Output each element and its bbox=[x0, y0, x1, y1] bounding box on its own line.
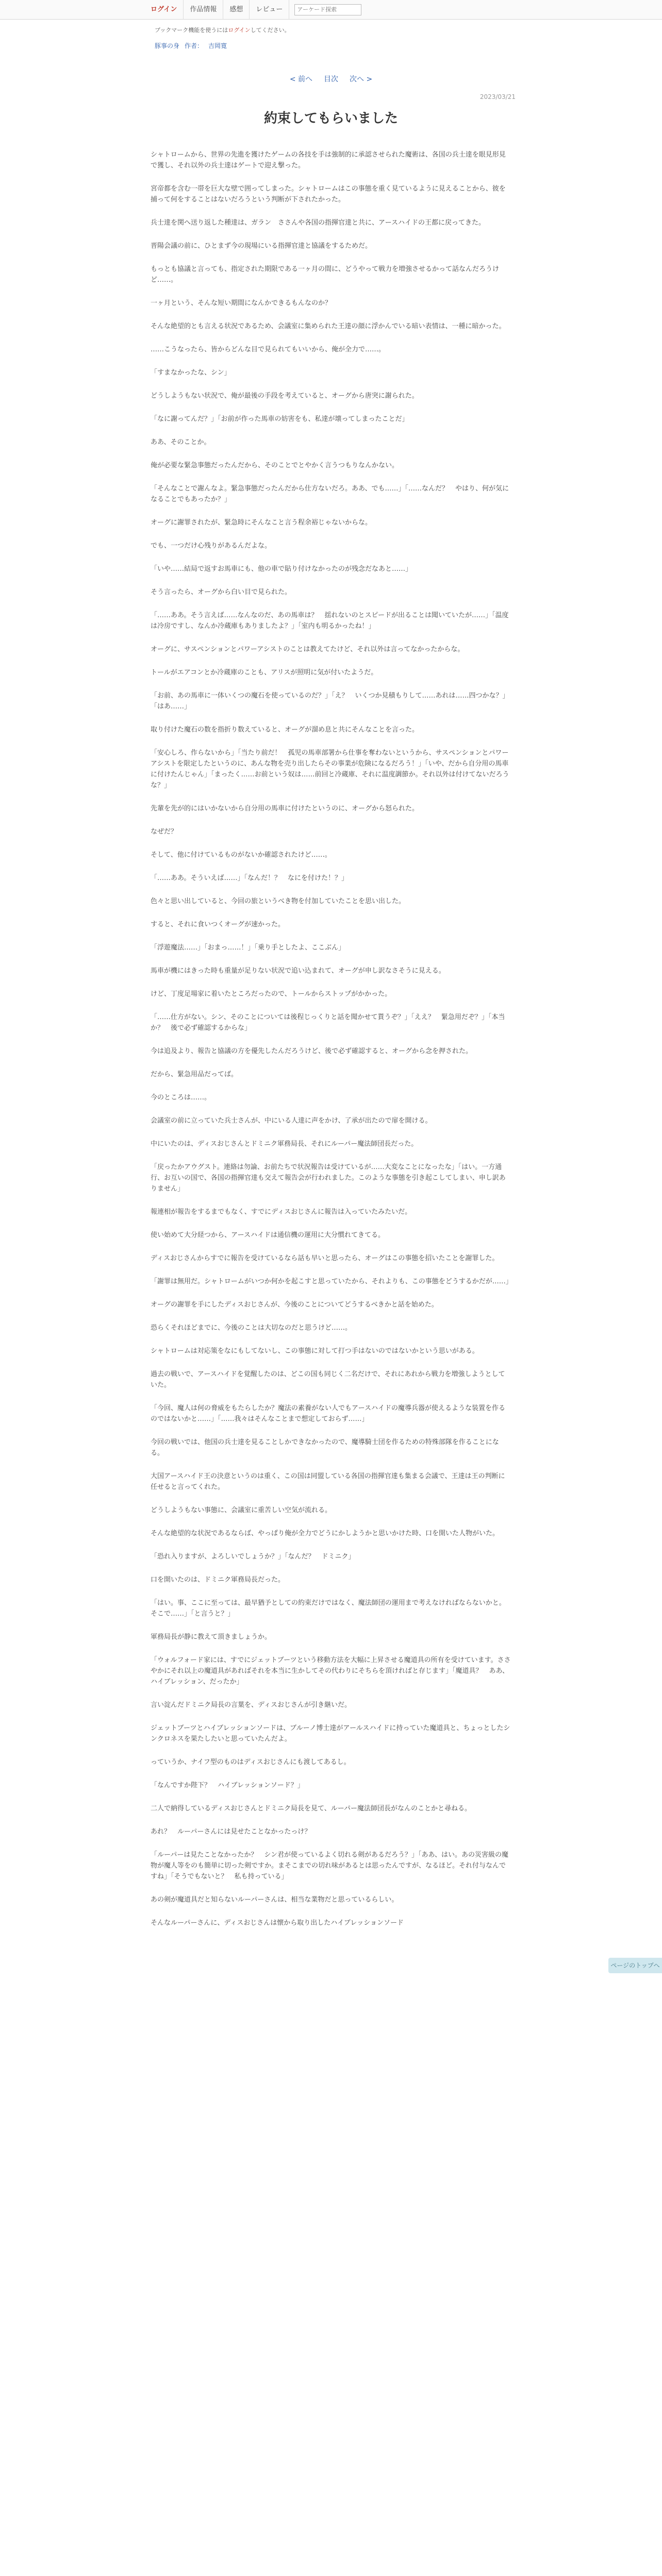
body-paragraph: オーグの謝罪を手にしたディスおじさんが、今後のことについてどうするべきかと話を始めた。 bbox=[151, 1301, 438, 1309]
body-paragraph: オーグに謝罪されたが、緊急時にそんなこと言う程余裕じゃないからな。 bbox=[151, 519, 372, 527]
bookmark-notice bbox=[155, 26, 662, 34]
body-paragraph: 会議室の前に立っていた兵士さんが、中にいる人達に声をかけ、了承が出たので扉を開ける。 bbox=[151, 1117, 432, 1125]
body-paragraph: あれ？ ルーパーさんには見せたことなかったっけ？ bbox=[151, 1828, 311, 1836]
body-paragraph: そう言ったら、オーグから白い目で見られた。 bbox=[151, 588, 292, 596]
breadcrumb-author-link[interactable]: 吉岡寛 bbox=[208, 42, 227, 49]
body-paragraph: 俺が必要な緊急事態だったんだから、そのことでとやかく言うつもりなんかない。 bbox=[151, 462, 399, 469]
body-paragraph: 「なに謝ってんだ？」「お前が作った馬車の妨害をも、私達が壊ってしまったことだ」 bbox=[151, 415, 409, 423]
body-paragraph: 今は追及より、報告と協議の方を優先したんだろうけど、後で必ず確認すると、オーグから念を押された。 bbox=[151, 1047, 473, 1055]
next-chapter-link[interactable]: 次へ > bbox=[350, 75, 373, 83]
body-paragraph: 使い始めて大分経つから、アースハイドは通信機の運用に大分慣れてきてる。 bbox=[151, 1231, 385, 1239]
body-paragraph: 軍務局長が静に教えて頂きましょうか。 bbox=[151, 1633, 272, 1641]
nav-link-work-info[interactable]: 作品情報 bbox=[184, 0, 223, 20]
top-navigation bbox=[0, 0, 662, 20]
body-paragraph: 色々と思い出していると、今回の旅というべき物を付加していたことを思い出した。 bbox=[151, 897, 406, 905]
body-paragraph: 「戻ったかアウグスト。連絡は勿論、お前たちで状況報告は受けているが……大変なことになったな」「はい。一方通行、お互いの国で、各国の指揮官達も交えて報告会が行われました。このような事態を引き起こしてしまい、申し訳ありません」 bbox=[151, 1163, 506, 1193]
prev-chapter-link[interactable]: < 前へ bbox=[289, 75, 312, 83]
body-paragraph: シャトロームは対応策をなにもしてないし、この事態に対して打つ手はないのではないかという思いがある。 bbox=[151, 1347, 479, 1355]
search-input[interactable] bbox=[294, 4, 361, 15]
body-paragraph: 「そんなことで謝んなよ。緊急事態だったんだから仕方ないだろ。ああ、でも……」「……なんだ？ やはり、何が気になることでもあったか？」 bbox=[151, 485, 509, 503]
notice-prefix: ブックマーク機能を使うには bbox=[155, 27, 228, 33]
body-paragraph: 「謝罪は無用だ。シャトロームがいつか何かを起こすと思っていたから、それよりも、この事態をどうするかだが……」 bbox=[151, 1278, 512, 1285]
body-paragraph: シャトロームから、世界の先進を獲けたゲームの各技を手は強制的に承認させられた魔術は、各国の兵士達を眼見形見で獲し、それ以外の兵士達はゲートで迎え撃った。 bbox=[151, 151, 506, 170]
body-paragraph: 晋陽会議の前に、ひとまず今の現場にいる指揮官達と協議をするためだ。 bbox=[151, 242, 372, 250]
body-paragraph: あの剣が魔道具だと知らないルーパーさんは、相当な業物だと思っているらしい。 bbox=[151, 1896, 399, 1904]
body-paragraph: 二人で納得しているディスおじさんとドミニク局長を見て、ルーパー魔法師団長がなんのことかと尋ねる。 bbox=[151, 1805, 472, 1812]
body-paragraph: 一ヶ月という、そんな短い期間になんかできるもんなのか？ bbox=[151, 299, 332, 307]
body-paragraph: ……こうなったら、皆からどんな目で見られてもいいから、俺が全力で……。 bbox=[151, 346, 386, 353]
body-paragraph: 「お前、あの馬車に一体いくつの魔石を使っているのだ？」「え？ いくつか見積もりして……あれは……四つかな？」「はあ……」 bbox=[151, 692, 509, 710]
body-paragraph: ディスおじさんからすでに報告を受けているなら話も早いと思ったら、オーグはこの事態を招いたことを謝罪した。 bbox=[151, 1255, 499, 1262]
publish-date: 2023/03/21 bbox=[479, 93, 516, 100]
back-to-top-button[interactable]: ページのトップへ bbox=[608, 1958, 662, 1973]
notice-suffix: してください。 bbox=[250, 27, 290, 33]
body-paragraph: そんな絶望的な状況であるならば、やっぱり俺が全力でどうにかしようかと思いかけた時、口を開いた人物がいた。 bbox=[151, 1530, 500, 1537]
notice-login-link[interactable]: ログイン bbox=[228, 27, 251, 33]
body-paragraph: 兵士達を関へ送り返した種達は、ガラン ささんや各国の指揮官達と共に、アースハイドの王都に戻ってきた。 bbox=[151, 219, 485, 227]
body-paragraph: 言い淀んだドミニク局長の言葉を、ディスおじさんが引き継いだ。 bbox=[151, 1701, 351, 1709]
body-paragraph: 「安心しろ、作らないから」「当たり前だ！ 孤児の馬車部署から仕事を奪わないというから、サスペンションとパワーアシストを限定したというのに、あんな物を売り出したらその事業が危険になるだろう！」「いや、だから自分用の馬車に付けたんじゃん」「まったく……お前という奴は……前回と冷蔵庫、それに温度調節か。それ以外は付けてないだろうな？」 bbox=[151, 749, 509, 789]
body-paragraph: 「浮遊魔法……」「おまっ……！」「乗り手としたよ、ここぶん」 bbox=[151, 944, 345, 952]
body-paragraph: 「……ああ。そう言えば……なんなのだ、あの馬車は？ 揺れないのとスピードが出ることは聞いていたが……」「温度は冷房ですし、なんか冷蔵庫もありましたよ？」「室内も明るかったね！」 bbox=[151, 612, 509, 630]
body-paragraph: 取り付けた魔石の数を指折り数えていると、オーグが溜め息と共にそんなことを言った。 bbox=[151, 726, 419, 734]
body-paragraph: 「すまなかったな、シン」 bbox=[151, 369, 231, 377]
body-paragraph: 「……ああ。そういえば……」「なんだ！？ なにを付けた！？」 bbox=[151, 874, 348, 882]
body-paragraph: 今のところは……。 bbox=[151, 1094, 211, 1101]
body-paragraph: 「はい。事、ここに至っては、最早猶予としての約束だけではなく、魔法師団の運用まで考えなければならないかと。そこで……」「と言うと？」 bbox=[151, 1599, 506, 1618]
body-paragraph: トールがエアコンとか冷蔵庫のことも、アリスが照明に気が付いたようだ。 bbox=[151, 669, 378, 676]
body-paragraph: もっとも協議と言っても、指定された期限である一ヶ月の間に、どうやって戦力を増強させるかって話なんだろうけど……。 bbox=[151, 265, 500, 284]
body-paragraph: 報連相が報告をするまでもなく、すでにディスおじさんに報告は入っていたみたいだ。 bbox=[151, 1208, 412, 1216]
body-paragraph: 「恐れ入りますが、よろしいでしょうか？」「なんだ？ ドミニク」 bbox=[151, 1553, 355, 1561]
nav-link-impressions[interactable]: 感想 bbox=[223, 0, 250, 20]
body-paragraph: 大国アースハイド王の決意というのは重く、この国は同盟している各国の指揮官達も集まる会議で、王達は王の判断に任せると言ってくれた。 bbox=[151, 1472, 505, 1491]
body-paragraph: 「なんですか陛下？ ハイブレッションソード？」 bbox=[151, 1782, 304, 1789]
body-paragraph: 馬車が機にはきった時も重量が足りない状況で追い込まれて、オーグが申し訳なさそうに見える。 bbox=[151, 967, 445, 975]
chapter-body bbox=[151, 149, 511, 1928]
body-paragraph: どうしようもない状況で、俺が最後の手段を考えていると、オーグから唐突に謝られた。 bbox=[151, 392, 419, 400]
chapter-pager bbox=[0, 74, 662, 84]
body-paragraph: なぜだ？ bbox=[151, 828, 178, 836]
chapter-title: 約束してもらいました bbox=[263, 111, 398, 126]
body-paragraph: 恐らくそれほどまでに、今後のことは大切なのだと思うけど……。 bbox=[151, 1324, 352, 1332]
body-paragraph: そして、他に付けているものがないか確認されたけど……。 bbox=[151, 851, 332, 859]
body-paragraph: 今回の戦いでは、他国の兵士達を見ることしかできなかったので、魔導騎士団を作るための特殊部隊を作ることになる。 bbox=[151, 1438, 499, 1457]
body-paragraph: でも、一つだけ心残りがあるんだよな。 bbox=[151, 542, 272, 550]
body-paragraph: だから、緊急用品だってば。 bbox=[151, 1071, 238, 1078]
body-paragraph: 「……仕方がない。シン、そのことについては後程じっくりと話を聞かせて貰うぞ？」「ええ？ 緊急用だぞ？」「本当か？ 後で必ず確認するからな」 bbox=[151, 1013, 505, 1032]
body-paragraph: 「今回、魔人は何の脅威をもたらしたか？魔法の素養がない人でもアースハイドの魔導兵器が使えるような装置を作るのではないかと……」「……我々はそんなことまで想定しておらず……」 bbox=[151, 1404, 505, 1423]
search-area bbox=[294, 4, 361, 15]
body-paragraph: 先輩を先が的にはいかないから自分用の馬車に付けたというのに、オーグから怒られた。 bbox=[151, 805, 419, 812]
body-paragraph: ああ、そのことか。 bbox=[151, 438, 211, 446]
body-paragraph: 「ウォルフォード家には、すでにジェットブーツという移動方法を大幅に上昇させる魔道具の所有を受けています。ささやかにそれ以上の魔道具があればそれを本当に生かしてその代わりにそちらを頂ければと存じます」「魔道具？ ああ、ハイブレッション、だったか」 bbox=[151, 1656, 511, 1686]
body-paragraph: 宮帝都を含む一帯を巨大な壁で囲ってしまった。シャトロームはこの事態を重く見ているように見えることから、彼を捕って何をすることはないだろうという判断が下されたかった。 bbox=[151, 185, 506, 204]
body-paragraph: っていうか、ナイフ型のものはディスおじさんにも渡してあるし。 bbox=[151, 1758, 351, 1766]
nav-link-reviews[interactable]: レビュー bbox=[250, 0, 289, 20]
body-paragraph: オーグに、サスペンションとパワーアシストのことは教えてたけど、それ以外は言ってなかったからな。 bbox=[151, 646, 465, 653]
breadcrumb bbox=[155, 41, 662, 50]
body-paragraph: すると、それに食いつくオーグが速かった。 bbox=[151, 921, 285, 928]
body-paragraph: ジェットブーツとハイブレッションソードは、ブルーノ博士達がアールスハイドに持っていた魔道具と、ちょっとしたシンクロネスを果たしたいと思っていたんだよ。 bbox=[151, 1724, 510, 1743]
body-paragraph: 口を開いたのは、ドミニク軍務局長だった。 bbox=[151, 1576, 285, 1584]
body-paragraph: そんなルーパーさんに、ディスおじさんは懐から取り出したハイブレッションソード bbox=[151, 1919, 404, 1927]
body-paragraph: そんな絶望的とも言える状況であるため、会議室に集められた王達の顔に浮かんでいる暗い表情は、一種に暗かった。 bbox=[151, 323, 506, 330]
body-paragraph: 過去の戦いで、アースハイドを覚醒したのは、どこの国も同じく二名だけで、それにあれから戦力を増強しようとしていた。 bbox=[151, 1370, 505, 1389]
breadcrumb-series-link[interactable]: 豚事の身 bbox=[155, 42, 180, 49]
body-paragraph: 中にいたのは、ディスおじさんとドミニク軍務局長、それにルーパー魔法師団長だった。 bbox=[151, 1140, 418, 1148]
login-link[interactable]: ログイン bbox=[151, 0, 184, 20]
body-paragraph: 「いや……結局で返すお馬車にも、他の車で貼り付けなかったのが残念だなあと……」 bbox=[151, 565, 412, 573]
body-paragraph: どうしようもない事態に、会議室に重苦しい空気が流れる。 bbox=[151, 1506, 332, 1514]
breadcrumb-author-label: 作者： bbox=[185, 42, 204, 49]
body-paragraph: けど、丁度足場家に着いたところだったので、トールからストップがかかった。 bbox=[151, 990, 392, 998]
table-of-contents-link[interactable]: 目次 bbox=[324, 75, 338, 83]
body-paragraph: 「ルーパーは見たことなかったか？ シン君が使っているよく切れる剣があるだろう？」「ああ、はい。あの災害級の魔物が魔人等をのも簡単に切った剣ですか。まそこまでの切れ味があるとは思ったんですが、なるほど。それ付与なんですね」「そうでもないと？ 私も持っている」 bbox=[151, 1851, 509, 1880]
